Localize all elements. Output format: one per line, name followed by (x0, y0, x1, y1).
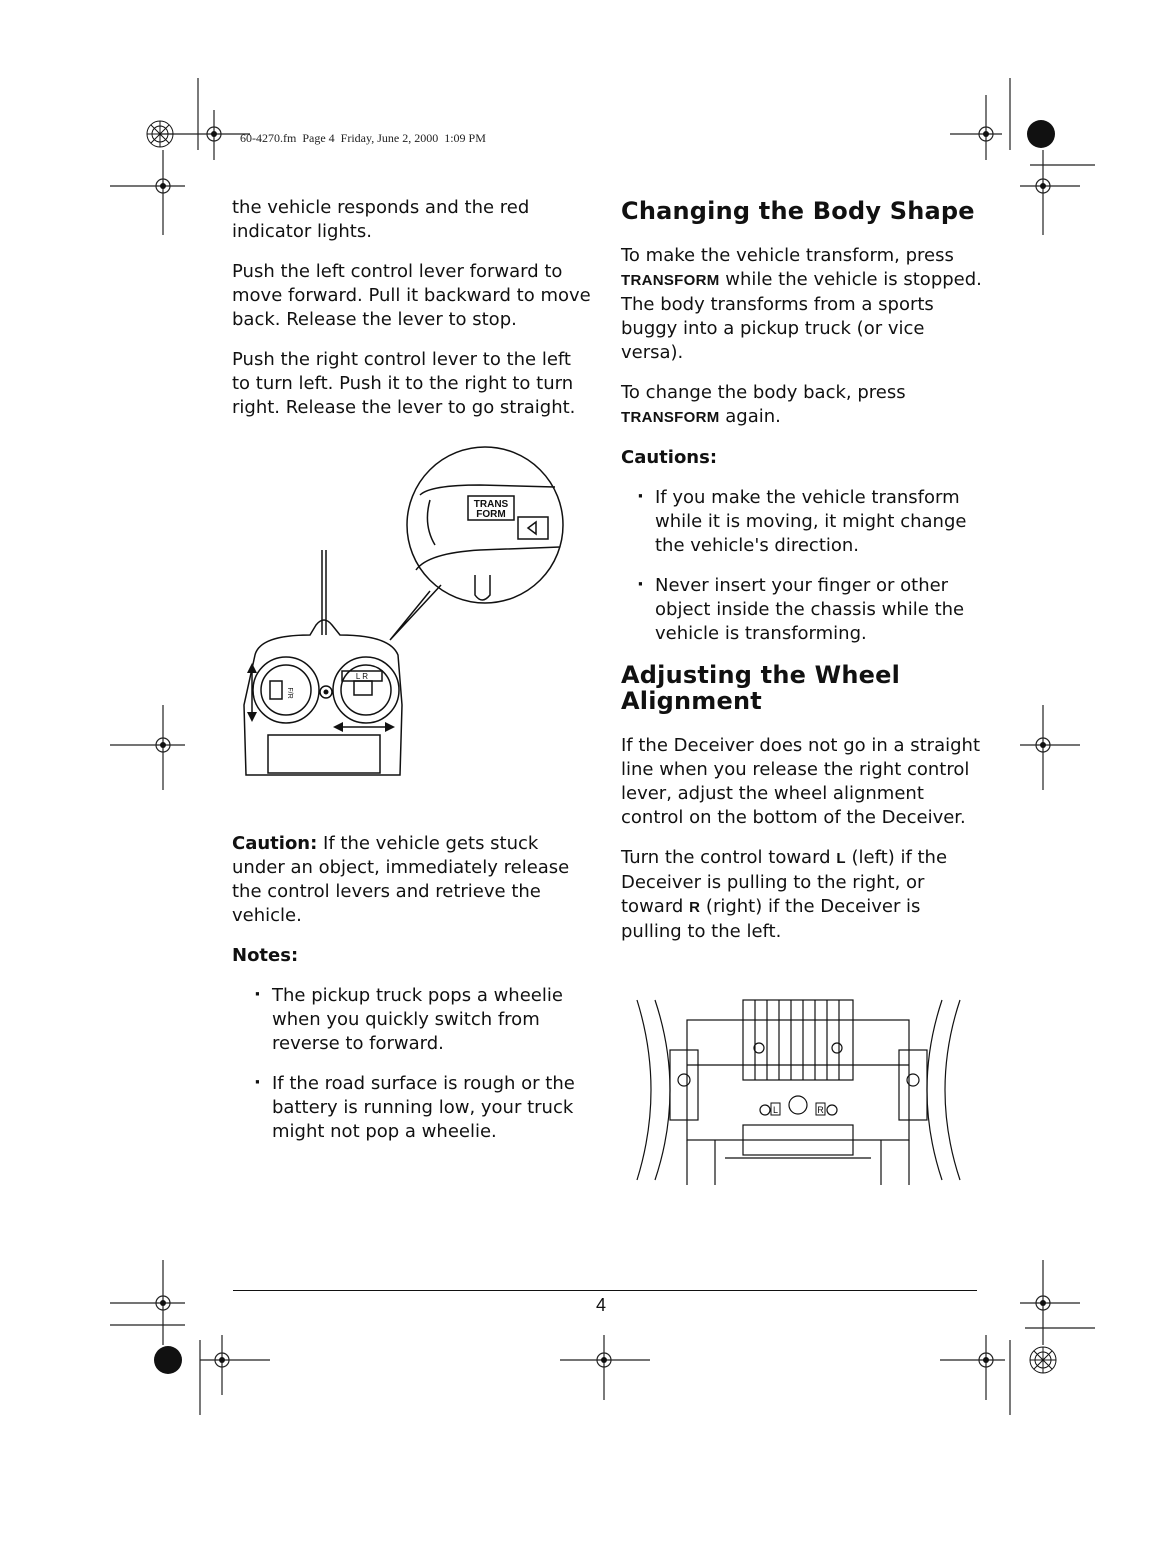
right-lever-label: L R (355, 672, 369, 681)
transform-label-line1: TRANS (473, 499, 509, 510)
note-item: · The pickup truck pops a wheelie when you quickly switch from reverse to forward. (250, 984, 592, 1056)
footer-rule (233, 1290, 977, 1291)
caution-item: · Never insert your finger or other object inside the chassis while the vehicle is transforming. (633, 574, 986, 646)
alignment-l-label: L (772, 1105, 779, 1115)
alignment-r-label: R (817, 1105, 824, 1115)
heading-changing-body-shape: Changing the Body Shape (621, 197, 975, 225)
heading-wheel-alignment: Adjusting the Wheel Alignment (621, 661, 901, 715)
page-number: 4 (596, 1295, 607, 1315)
transform-label-line2: FORM (476, 509, 506, 520)
notes-list (250, 984, 592, 1144)
file-info-header: 60-4270.fm Page 4 Friday, June 2, 2000 1:09 PM (240, 131, 486, 145)
change-back-paragraph: To change the body back, press TRANSFORM again. (621, 382, 906, 427)
caution-label: Caution: (232, 833, 318, 854)
left-paragraph-1: the vehicle responds and the red indicator lights. (232, 197, 530, 242)
left-column-lower (232, 832, 592, 1160)
left-lever-label: F/R (286, 687, 293, 699)
left-paragraph-3: Push the right control lever to the left to turn left. Push it to the right to turn right. Release the lever to go straight. (232, 349, 576, 418)
chassis-underside-illustration (625, 990, 970, 1185)
cautions-list (633, 486, 986, 646)
left-column (232, 196, 592, 436)
note-item: · If the road surface is rough or the battery is running low, your truck might not pop a wheelie. (250, 1072, 592, 1144)
notes-label: Notes: (232, 945, 299, 966)
alignment-paragraph: If the Deceiver does not go in a straight line when you release the right control lever, adjust the wheel alignment control on the bottom of the Deceiver. (621, 735, 980, 828)
caution-paragraph (232, 832, 592, 928)
caution-text: If the vehicle gets stuck under an object, immediately release the control levers and retrieve the vehicle. (232, 833, 570, 926)
turn-control-paragraph: Turn the control toward L (left) if the Deceiver is pulling to the right, or toward R (right) if the Deceiver is pulling to the left. (621, 847, 948, 942)
transform-paragraph: To make the vehicle transform, press TRANSFORM while the vehicle is stopped. The body transforms from a sports buggy into a pickup truck (or vice versa). (621, 245, 982, 363)
left-paragraph-2: Push the left control lever forward to move forward. Pull it backward to move back. Release the lever to stop. (232, 261, 591, 330)
remote-control-illustration (230, 445, 600, 790)
caution-item: · If you make the vehicle transform while it is moving, it might change the vehicle's direction. (633, 486, 986, 558)
right-column (621, 198, 986, 960)
cautions-label: Cautions: (621, 447, 718, 468)
